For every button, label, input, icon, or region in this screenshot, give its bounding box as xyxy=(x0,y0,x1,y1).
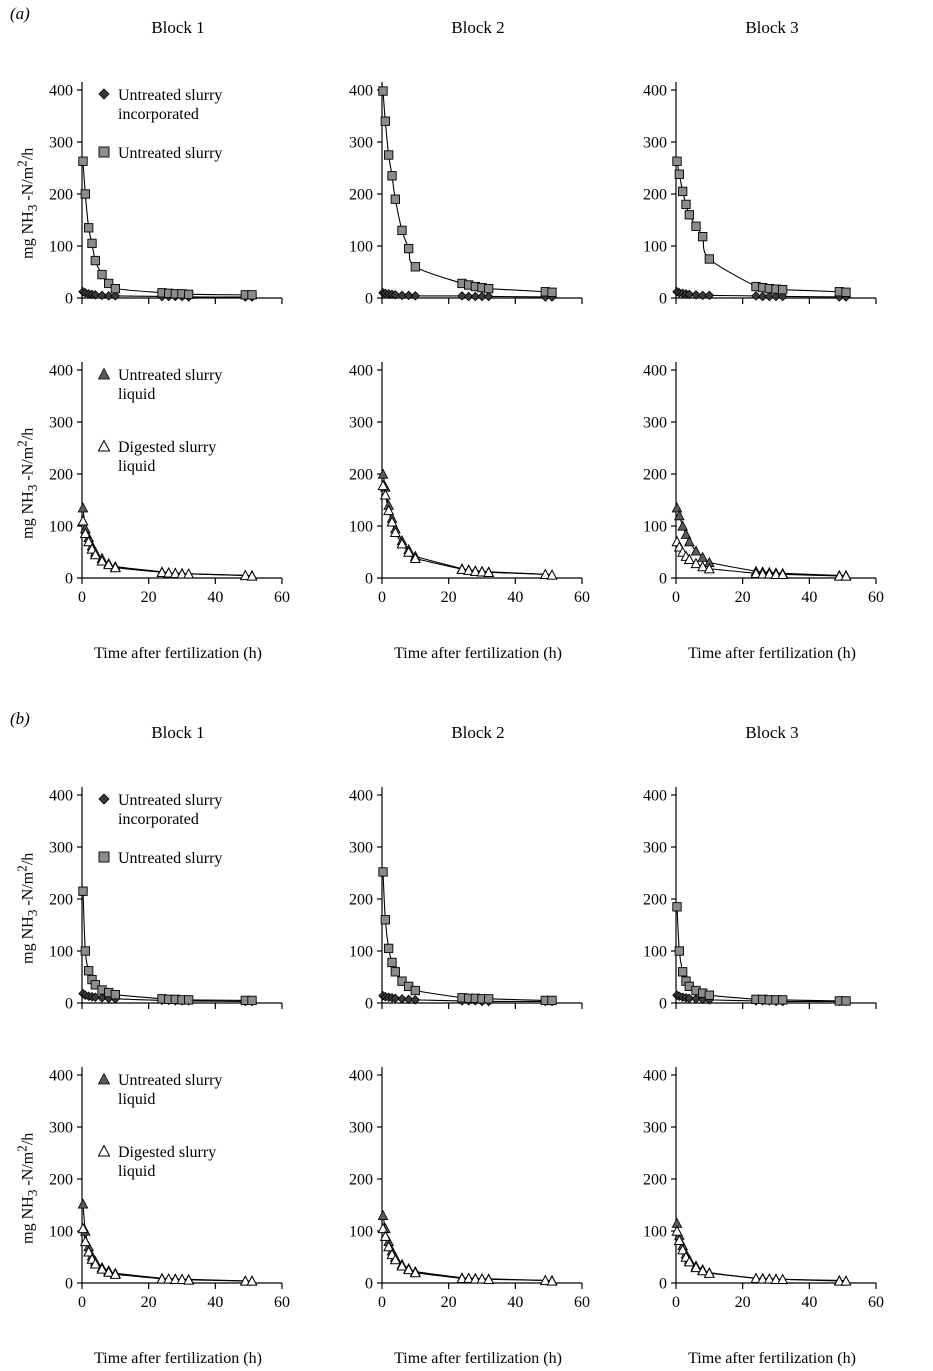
y-tick-label: 400 xyxy=(349,1067,373,1085)
data-point-marker xyxy=(842,997,850,1005)
x-tick-label: 60 xyxy=(868,1294,884,1311)
y-tick-label: 300 xyxy=(49,1119,73,1137)
chart-svg xyxy=(614,352,886,620)
x-tick-label: 60 xyxy=(574,1294,590,1311)
x-axis-title-b-3: Time after fertilization (h) xyxy=(688,1350,856,1367)
x-tick-label: 40 xyxy=(207,589,224,606)
series-line xyxy=(383,91,552,292)
y-tick-label: 0 xyxy=(65,1275,73,1293)
chart-panel-b-row2-block3 xyxy=(614,1057,886,1330)
data-point-marker xyxy=(111,284,119,292)
legend-label: Untreated slurry xyxy=(118,87,223,104)
legend-label: liquid xyxy=(118,1163,156,1180)
x-tick-label: 0 xyxy=(672,589,680,606)
data-point-marker xyxy=(411,292,419,300)
chart-svg xyxy=(14,352,292,620)
y-tick-label: 300 xyxy=(349,839,373,857)
x-tick-label: 60 xyxy=(574,589,590,606)
x-tick-label: 20 xyxy=(440,1294,457,1311)
series-line xyxy=(677,161,846,292)
block-title-b-3: Block 3 xyxy=(745,723,799,742)
legend-marker-diamond xyxy=(99,794,109,804)
chart-panel-a-row1-block3 xyxy=(614,72,886,345)
chart-svg xyxy=(614,777,886,1045)
y-tick-label: 200 xyxy=(643,891,667,909)
legend-marker-triangle-open xyxy=(99,441,110,452)
data-point-marker xyxy=(411,986,419,994)
data-point-marker xyxy=(484,292,492,300)
data-point-marker xyxy=(381,117,389,125)
y-axis-title-text: mg $NH_3$ $-N/m^2/h$ xyxy=(14,427,41,539)
y-tick-label: 300 xyxy=(49,839,73,857)
y-tick-label: 0 xyxy=(65,995,73,1013)
y-tick-label: 400 xyxy=(643,1067,667,1085)
block-title-a-3: Block 3 xyxy=(745,18,799,37)
data-point-marker xyxy=(391,968,399,976)
data-point-marker xyxy=(705,991,713,999)
legend-label: Untreated slurry xyxy=(118,1072,223,1089)
data-point-marker xyxy=(184,290,192,298)
legend-marker-triangle xyxy=(99,369,110,380)
y-tick-label: 100 xyxy=(49,943,73,961)
x-axis-title-a-1: Time after fertilization (h) xyxy=(94,645,262,662)
y-tick-label: 100 xyxy=(349,238,373,256)
chart-svg xyxy=(320,352,592,620)
chart-svg xyxy=(14,777,292,1045)
series-line xyxy=(83,891,252,1000)
chart-panel-b-row2-block1 xyxy=(14,1057,292,1330)
x-tick-label: 60 xyxy=(868,589,884,606)
data-point-marker xyxy=(484,995,492,1003)
data-point-marker xyxy=(78,516,87,525)
x-tick-label: 20 xyxy=(734,589,751,606)
data-point-marker xyxy=(248,291,256,299)
y-tick-label: 200 xyxy=(643,1171,667,1189)
y-tick-label: 100 xyxy=(643,518,667,536)
y-tick-label: 300 xyxy=(49,134,73,152)
legend-label: Untreated slurry xyxy=(118,850,223,867)
chart-panel-a-row1-block1 xyxy=(14,72,292,345)
data-point-marker xyxy=(411,263,419,271)
data-point-marker xyxy=(484,284,492,292)
data-point-marker xyxy=(88,239,96,247)
y-tick-label: 0 xyxy=(659,290,667,308)
y-axis-title-text: mg $NH_3$ $-N/m^2/h$ xyxy=(14,1132,41,1244)
chart-panel-b-row1-block1 xyxy=(14,777,292,1050)
x-axis-title-a-3: Time after fertilization (h) xyxy=(688,645,856,662)
x-tick-label: 0 xyxy=(672,1294,680,1311)
y-tick-label: 300 xyxy=(643,839,667,857)
chart-panel-b-row1-block3 xyxy=(614,777,886,1050)
series-line xyxy=(383,872,552,1001)
series-line xyxy=(83,161,252,295)
legend-label: Digested slurry xyxy=(118,439,217,456)
x-tick-label: 40 xyxy=(507,589,524,606)
data-point-marker xyxy=(81,190,89,198)
chart-svg xyxy=(614,72,886,340)
y-tick-label: 0 xyxy=(365,570,373,588)
y-tick-label: 300 xyxy=(349,414,373,432)
data-point-marker xyxy=(705,255,713,263)
data-point-marker xyxy=(398,226,406,234)
data-point-marker xyxy=(685,211,693,219)
data-point-marker xyxy=(384,151,392,159)
x-tick-label: 20 xyxy=(140,1294,157,1311)
x-tick-label: 60 xyxy=(274,589,290,606)
y-tick-label: 200 xyxy=(49,186,73,204)
data-point-marker xyxy=(678,968,686,976)
y-tick-label: 300 xyxy=(349,1119,373,1137)
chart-svg xyxy=(320,777,592,1045)
data-point-marker xyxy=(378,1211,387,1220)
panel-label-b: (b) xyxy=(10,709,30,728)
data-point-marker xyxy=(388,172,396,180)
data-point-marker xyxy=(248,996,256,1004)
y-tick-label: 100 xyxy=(349,943,373,961)
x-tick-label: 40 xyxy=(801,589,818,606)
y-tick-label: 300 xyxy=(643,134,667,152)
legend-label: Untreated slurry xyxy=(118,792,223,809)
legend-label: incorporated xyxy=(118,106,199,123)
x-axis-title-b-2: Time after fertilization (h) xyxy=(394,1350,562,1367)
y-tick-label: 100 xyxy=(49,518,73,536)
y-tick-label: 400 xyxy=(643,362,667,380)
chart-panel-b-row1-block2 xyxy=(320,777,592,1050)
data-point-marker xyxy=(698,232,706,240)
data-point-marker xyxy=(98,270,106,278)
y-tick-label: 100 xyxy=(49,238,73,256)
y-tick-label: 0 xyxy=(659,995,667,1013)
panel-label-a: (a) xyxy=(10,4,30,23)
data-point-marker xyxy=(672,503,681,512)
legend-label: Untreated slurry xyxy=(118,145,223,162)
y-tick-label: 200 xyxy=(349,891,373,909)
y-tick-label: 200 xyxy=(49,466,73,484)
legend-marker-square xyxy=(99,147,109,157)
chart-panel-a-row2-block2 xyxy=(320,352,592,625)
y-tick-label: 200 xyxy=(349,1171,373,1189)
data-point-marker xyxy=(778,996,786,1004)
x-tick-label: 0 xyxy=(378,1294,386,1311)
chart-svg xyxy=(14,1057,292,1325)
data-point-marker xyxy=(384,944,392,952)
legend-label: Untreated slurry xyxy=(118,367,223,384)
y-tick-label: 400 xyxy=(49,1067,73,1085)
x-tick-label: 20 xyxy=(140,589,157,606)
legend-label: liquid xyxy=(118,1091,156,1108)
data-point-marker xyxy=(675,947,683,955)
data-point-marker xyxy=(79,887,87,895)
y-tick-label: 400 xyxy=(49,787,73,805)
data-point-marker xyxy=(675,170,683,178)
x-tick-label: 40 xyxy=(207,1294,224,1311)
y-tick-label: 400 xyxy=(643,82,667,100)
legend-label: liquid xyxy=(118,458,156,475)
y-tick-label: 400 xyxy=(643,787,667,805)
block-title-a-2: Block 2 xyxy=(451,18,505,37)
chart-svg xyxy=(320,72,592,340)
y-axis-title-text: mg $NH_3$ $-N/m^2/h$ xyxy=(14,147,41,259)
x-tick-label: 60 xyxy=(274,1294,290,1311)
y-tick-label: 100 xyxy=(643,238,667,256)
data-point-marker xyxy=(548,288,556,296)
y-tick-label: 0 xyxy=(65,290,73,308)
y-tick-label: 300 xyxy=(49,414,73,432)
data-point-marker xyxy=(84,967,92,975)
y-tick-label: 400 xyxy=(349,787,373,805)
block-title-b-2: Block 2 xyxy=(451,723,505,742)
legend-label: incorporated xyxy=(118,811,199,828)
y-tick-label: 300 xyxy=(643,1119,667,1137)
chart-svg xyxy=(320,1057,592,1325)
x-axis-title-a-2: Time after fertilization (h) xyxy=(394,645,562,662)
y-tick-label: 0 xyxy=(365,290,373,308)
data-point-marker xyxy=(682,200,690,208)
data-point-marker xyxy=(673,903,681,911)
data-point-marker xyxy=(404,244,412,252)
y-tick-label: 200 xyxy=(643,186,667,204)
data-point-marker xyxy=(673,157,681,165)
data-point-marker xyxy=(379,87,387,95)
y-tick-label: 100 xyxy=(349,1223,373,1241)
x-tick-label: 40 xyxy=(801,1294,818,1311)
y-axis-title-text: mg $NH_3$ $-N/m^2/h$ xyxy=(14,852,41,964)
data-point-marker xyxy=(842,288,850,296)
chart-panel-b-row2-block2 xyxy=(320,1057,592,1330)
legend-label: liquid xyxy=(118,386,156,403)
y-tick-label: 100 xyxy=(643,1223,667,1241)
y-tick-label: 100 xyxy=(643,943,667,961)
legend-marker-triangle xyxy=(99,1074,110,1085)
x-tick-label: 20 xyxy=(440,589,457,606)
y-tick-label: 0 xyxy=(659,1275,667,1293)
y-tick-label: 100 xyxy=(49,1223,73,1241)
data-point-marker xyxy=(184,996,192,1004)
chart-svg xyxy=(14,72,292,340)
x-tick-label: 0 xyxy=(78,589,86,606)
data-point-marker xyxy=(778,285,786,293)
x-tick-label: 40 xyxy=(507,1294,524,1311)
series-line xyxy=(383,474,552,575)
y-tick-label: 400 xyxy=(49,362,73,380)
data-point-marker xyxy=(111,990,119,998)
data-point-marker xyxy=(79,157,87,165)
y-tick-label: 300 xyxy=(349,134,373,152)
legend-label: Digested slurry xyxy=(118,1144,217,1161)
data-point-marker xyxy=(548,996,556,1004)
y-tick-label: 200 xyxy=(349,466,373,484)
y-tick-label: 400 xyxy=(49,82,73,100)
block-title-a-1: Block 1 xyxy=(151,18,205,37)
series-line xyxy=(383,485,552,574)
data-point-marker xyxy=(391,195,399,203)
y-tick-label: 400 xyxy=(349,82,373,100)
legend-marker-triangle-open xyxy=(99,1146,110,1157)
legend-marker-diamond xyxy=(99,89,109,99)
y-tick-label: 100 xyxy=(349,518,373,536)
data-point-marker xyxy=(84,224,92,232)
x-tick-label: 0 xyxy=(78,1294,86,1311)
data-point-marker xyxy=(388,958,396,966)
data-point-marker xyxy=(692,222,700,230)
data-point-marker xyxy=(379,868,387,876)
y-tick-label: 400 xyxy=(349,362,373,380)
chart-panel-a-row2-block3 xyxy=(614,352,886,625)
y-tick-label: 200 xyxy=(643,466,667,484)
y-tick-label: 0 xyxy=(659,570,667,588)
x-axis-title-b-1: Time after fertilization (h) xyxy=(94,1350,262,1367)
data-point-marker xyxy=(78,503,87,512)
y-tick-label: 0 xyxy=(65,570,73,588)
data-point-marker xyxy=(381,916,389,924)
chart-svg xyxy=(614,1057,886,1325)
data-point-marker xyxy=(81,947,89,955)
x-tick-label: 20 xyxy=(734,1294,751,1311)
y-tick-label: 300 xyxy=(643,414,667,432)
legend-marker-square xyxy=(99,852,109,862)
y-tick-label: 200 xyxy=(349,186,373,204)
chart-panel-a-row2-block1 xyxy=(14,352,292,625)
y-tick-label: 0 xyxy=(365,1275,373,1293)
block-title-b-1: Block 1 xyxy=(151,723,205,742)
x-tick-label: 0 xyxy=(378,589,386,606)
data-point-marker xyxy=(678,187,686,195)
y-tick-label: 200 xyxy=(49,891,73,909)
y-tick-label: 200 xyxy=(49,1171,73,1189)
series-line xyxy=(677,907,846,1001)
data-point-marker xyxy=(91,256,99,264)
y-tick-label: 0 xyxy=(365,995,373,1013)
chart-panel-a-row1-block2 xyxy=(320,72,592,345)
data-point-marker xyxy=(78,1199,87,1208)
